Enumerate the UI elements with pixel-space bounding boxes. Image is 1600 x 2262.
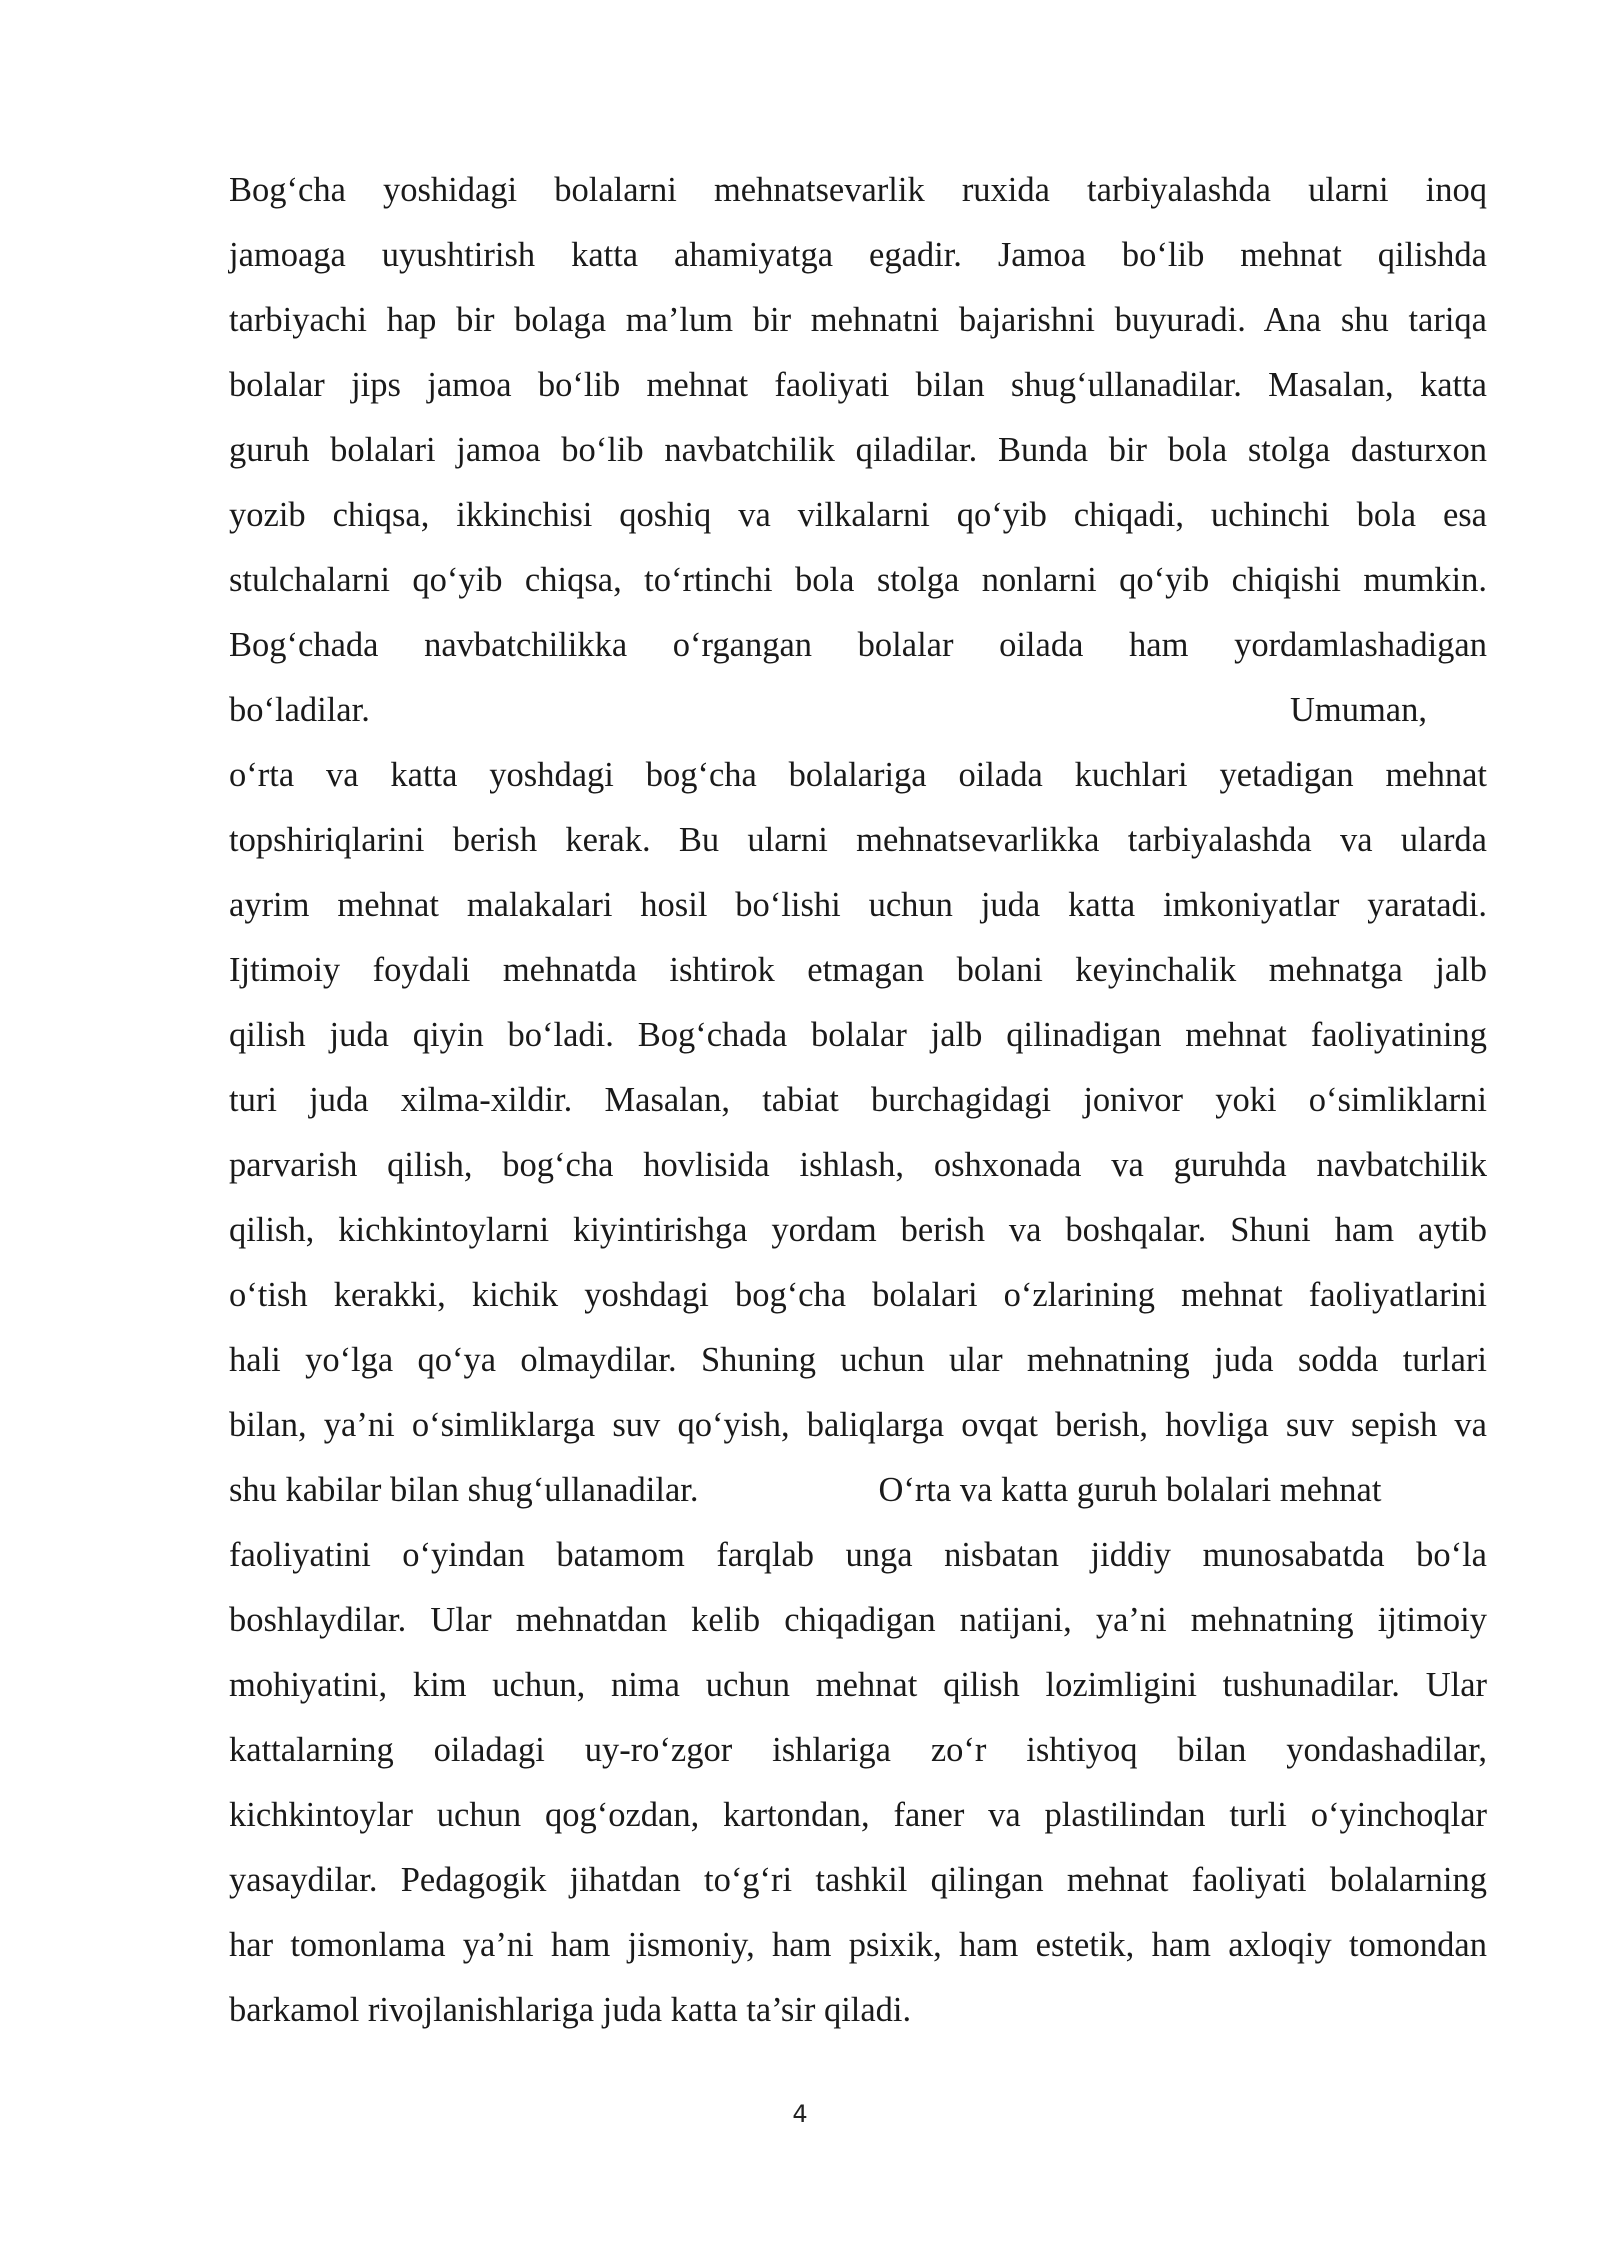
- text-line: jamoaga uyushtirish katta ahamiyatga egadir. Jamoa bo‘lib mehnat qilishda: [229, 236, 1487, 274]
- text-line: Ijtimoiy foydali mehnatda ishtirok etmagan bolani keyinchalik mehnatga jalb: [229, 951, 1487, 989]
- text-line: guruh bolalari jamoa bo‘lib navbatchilik qiladilar. Bunda bir bola stolga dasturxon: [229, 431, 1487, 469]
- text-line: hali yo‘lga qo‘ya olmaydilar. Shuning uchun ular mehnatning juda sodda turlari: [229, 1341, 1487, 1379]
- text-line: bilan, ya’ni o‘simliklarga suv qo‘yish, baliqlarga ovqat berish, hovliga suv sepish va: [229, 1406, 1487, 1444]
- text-line: har tomonlama ya’ni ham jismoniy, ham psixik, ham estetik, ham axloqiy tomondan: [229, 1926, 1487, 1964]
- text-line-left: bo‘ladilar.: [229, 691, 370, 729]
- text-line: topshiriqlarini berish kerak. Bu ularni mehnatsevarlikka tarbiyalashda va ularda: [229, 821, 1487, 859]
- text-line-right: O‘rta va katta guruh bolalari mehnat: [878, 1471, 1382, 1509]
- text-line: mohiyatini, kim uchun, nima uchun mehnat qilish lozimligini tushunadilar. Ular: [229, 1666, 1487, 1704]
- text-line-last: barkamol rivojlanishlariga juda katta ta’sir qiladi.: [229, 1991, 912, 2029]
- text-line-left: shu kabilar bilan shug‘ullanadilar.: [229, 1471, 699, 1509]
- text-line: kichkintoylar uchun qog‘ozdan, kartondan, faner va plastilindan turli o‘yinchoqlar: [229, 1796, 1487, 1834]
- text-line: turi juda xilma-xildir. Masalan, tabiat burchagidagi jonivor yoki o‘simliklarni: [229, 1081, 1487, 1119]
- text-line: tarbiyachi hap bir bolaga ma’lum bir mehnatni bajarishni buyuradi. Ana shu tariqa: [229, 301, 1487, 339]
- text-line: qilish juda qiyin bo‘ladi. Bog‘chada bolalar jalb qilinadigan mehnat faoliyatining: [229, 1016, 1487, 1054]
- text-line: bolalar jips jamoa bo‘lib mehnat faoliyati bilan shug‘ullanadilar. Masalan, katta: [229, 366, 1487, 404]
- text-line-right: Umuman,: [1289, 691, 1427, 729]
- text-line: Bog‘cha yoshidagi bolalarni mehnatsevarlik ruxida tarbiyalashda ularni inoq: [229, 171, 1487, 209]
- text-line: qilish, kichkintoylarni kiyintirishga yordam berish va boshqalar. Shuni ham aytib: [229, 1211, 1487, 1249]
- text-line: o‘rta va katta yoshdagi bog‘cha bolalariga oilada kuchlari yetadigan mehnat: [229, 756, 1487, 794]
- text-line: ayrim mehnat malakalari hosil bo‘lishi uchun juda katta imkoniyatlar yaratadi.: [229, 886, 1487, 924]
- text-line: faoliyatini o‘yindan batamom farqlab unga nisbatan jiddiy munosabatda bo‘la: [229, 1536, 1487, 1574]
- text-line: parvarish qilish, bog‘cha hovlisida ishlash, oshxonada va guruhda navbatchilik: [229, 1146, 1487, 1184]
- text-line: stulchalarni qo‘yib chiqsa, to‘rtinchi bola stolga nonlarni qo‘yib chiqishi mumkin.: [229, 561, 1487, 599]
- text-line: yozib chiqsa, ikkinchisi qoshiq va vilkalarni qo‘yib chiqadi, uchinchi bola esa: [229, 496, 1487, 534]
- page-number: 4: [792, 2100, 808, 2128]
- body-paragraph: [229, 158, 1487, 2043]
- text-line: [229, 1458, 1487, 1523]
- text-line: [229, 678, 1487, 743]
- text-line: yasaydilar. Pedagogik jihatdan to‘g‘ri tashkil qilingan mehnat faoliyati bolalarning: [229, 1861, 1487, 1899]
- text-line: kattalarning oiladagi uy-ro‘zgor ishlariga zo‘r ishtiyoq bilan yondashadilar,: [229, 1731, 1487, 1769]
- text-line: o‘tish kerakki, kichik yoshdagi bog‘cha bolalari o‘zlarining mehnat faoliyatlarini: [229, 1276, 1487, 1314]
- text-line: Bog‘chada navbatchilikka o‘rgangan bolalar oilada ham yordamlashadigan: [229, 626, 1487, 664]
- text-gap: [698, 1458, 878, 1523]
- text-line: boshlaydilar. Ular mehnatdan kelib chiqadigan natijani, ya’ni mehnatning ijtimoiy: [229, 1601, 1487, 1639]
